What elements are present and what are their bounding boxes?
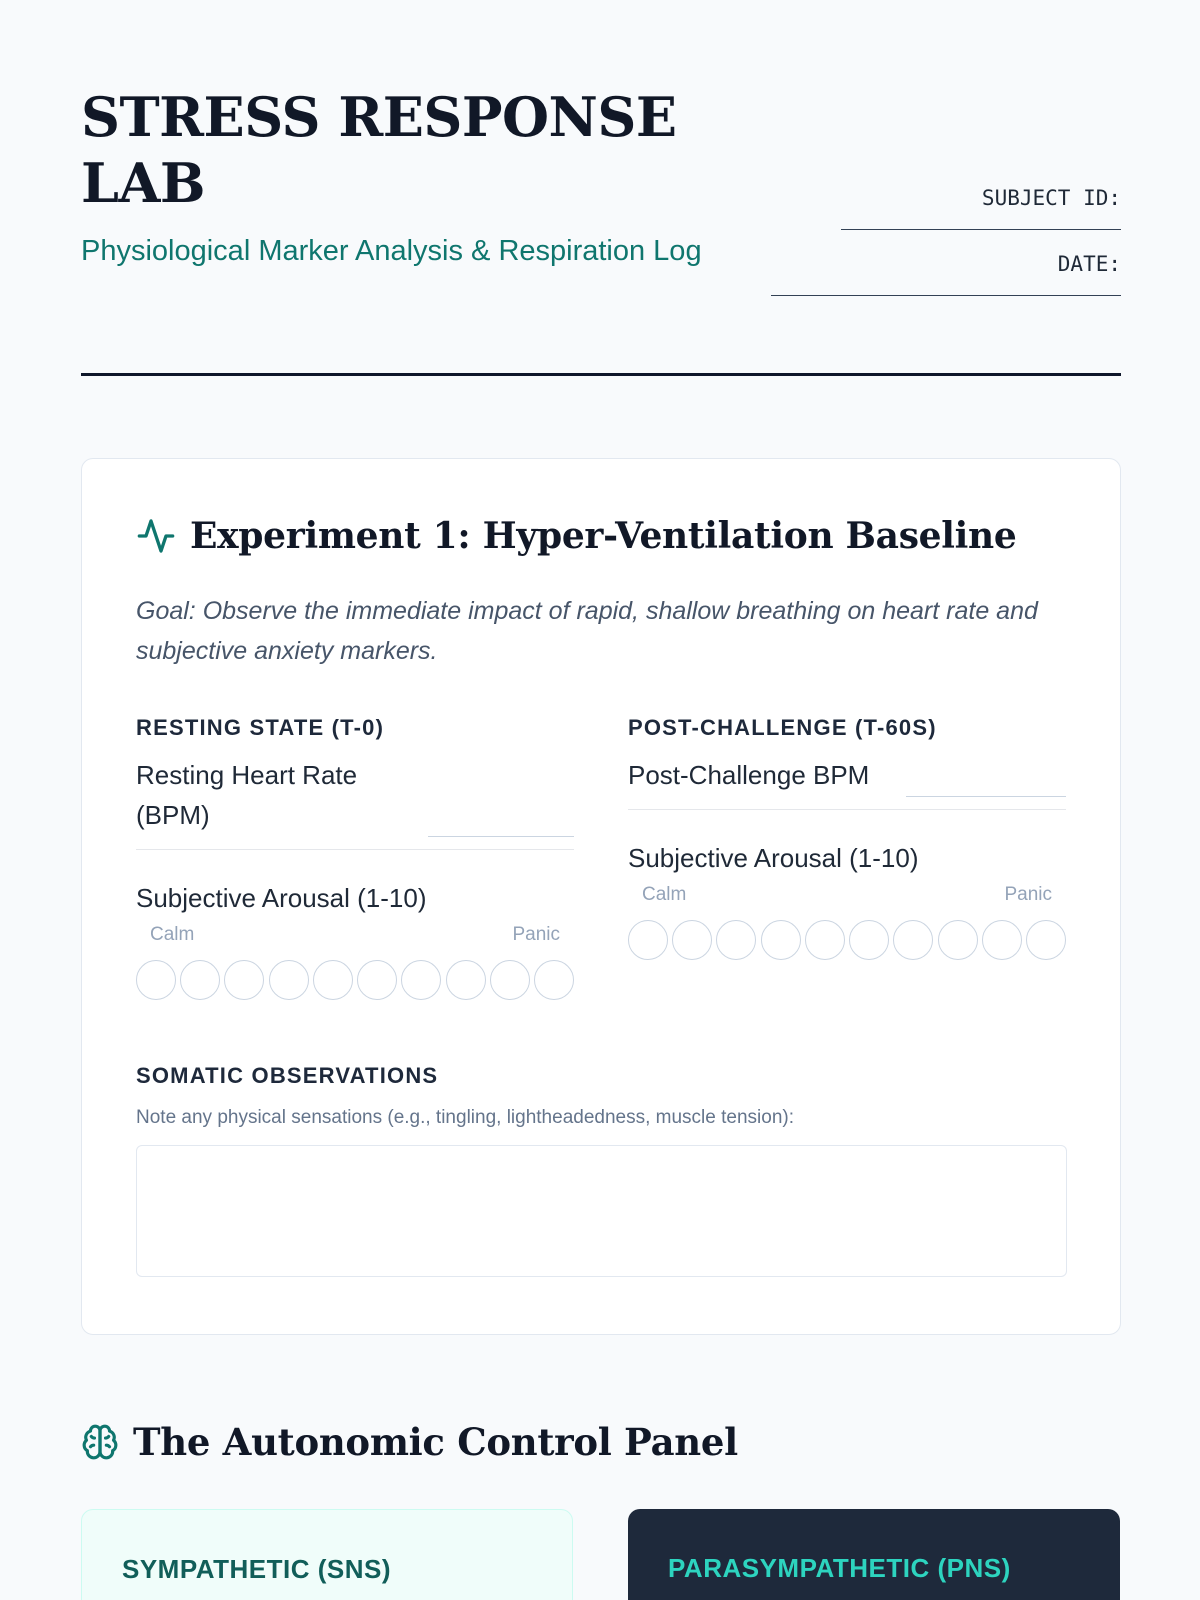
arousal-option[interactable] — [1026, 920, 1066, 960]
arousal-option[interactable] — [628, 920, 668, 960]
somatic-hint: Note any physical sensations (e.g., tingling, lightheadedness, muscle tension): — [136, 1107, 794, 1128]
post-arousal-scale — [628, 920, 1066, 960]
autonomic-heading — [81, 1420, 738, 1464]
header-divider — [81, 373, 1121, 376]
experiment-card — [81, 458, 1121, 1335]
post-bpm-row — [628, 755, 1066, 810]
arousal-option[interactable] — [534, 960, 574, 1000]
pns-panel — [628, 1509, 1120, 1600]
arousal-option[interactable] — [357, 960, 397, 1000]
resting-hr-label: Resting Heart Rate (BPM) — [136, 760, 358, 830]
experiment-title: Experiment 1: Hyper-Ventilation Baseline — [190, 515, 1017, 557]
subject-id-field[interactable] — [841, 212, 1121, 230]
sns-panel — [81, 1509, 573, 1600]
resting-arousal-label: Subjective Arousal (1-10) — [136, 883, 427, 913]
somatic-notes-textarea[interactable] — [136, 1145, 1067, 1277]
scale-low-label: Calm — [642, 884, 687, 905]
page-header — [81, 0, 1121, 377]
resting-state-heading: RESTING STATE (T-0) — [136, 715, 385, 740]
scale-high-label: Panic — [1004, 884, 1052, 905]
post-challenge-heading: POST-CHALLENGE (T-60S) — [628, 715, 937, 740]
resting-state-column — [136, 715, 574, 1000]
somatic-section — [136, 1063, 1067, 1277]
experiment-goal: Goal: Observe the immediate impact of rapid, shallow breathing on heart rate and subjective anxiety markers. — [136, 597, 1038, 665]
arousal-option[interactable] — [716, 920, 756, 960]
somatic-heading: SOMATIC OBSERVATIONS — [136, 1063, 439, 1088]
post-scale-ends — [628, 884, 1066, 912]
scale-high-label: Panic — [512, 924, 560, 945]
arousal-option[interactable] — [136, 960, 176, 1000]
arousal-option[interactable] — [938, 920, 978, 960]
page-subtitle: Physiological Marker Analysis & Respiration Log — [81, 235, 702, 267]
arousal-option[interactable] — [982, 920, 1022, 960]
resting-hr-input[interactable] — [428, 835, 574, 837]
post-bpm-input[interactable] — [906, 795, 1066, 797]
date-field[interactable] — [771, 278, 1121, 296]
arousal-option[interactable] — [805, 920, 845, 960]
arousal-option[interactable] — [269, 960, 309, 1000]
resting-scale-ends — [136, 924, 574, 952]
subject-meta — [761, 184, 1121, 316]
post-challenge-column — [628, 715, 1066, 960]
resting-hr-row — [136, 755, 574, 850]
resting-arousal-scale — [136, 960, 574, 1000]
arousal-option[interactable] — [490, 960, 530, 1000]
pns-title: PARASYMPATHETIC (PNS) — [668, 1553, 1011, 1583]
post-arousal-label: Subjective Arousal (1-10) — [628, 843, 919, 873]
activity-pulse-icon — [136, 516, 176, 556]
sns-title: SYMPATHETIC (SNS) — [122, 1554, 391, 1584]
worksheet-page — [81, 0, 1121, 1584]
brain-icon — [81, 1423, 119, 1461]
arousal-option[interactable] — [224, 960, 264, 1000]
arousal-option[interactable] — [401, 960, 441, 1000]
arousal-option[interactable] — [893, 920, 933, 960]
arousal-option[interactable] — [313, 960, 353, 1000]
arousal-option[interactable] — [672, 920, 712, 960]
arousal-option[interactable] — [761, 920, 801, 960]
arousal-option[interactable] — [446, 960, 486, 1000]
autonomic-title: The Autonomic Control Panel — [133, 1420, 738, 1464]
arousal-option[interactable] — [180, 960, 220, 1000]
scale-low-label: Calm — [150, 924, 195, 945]
subject-id-label: SUBJECT ID: — [981, 186, 1121, 210]
page-title: STRESS RESPONSE LAB — [81, 85, 677, 215]
arousal-option[interactable] — [849, 920, 889, 960]
date-label: DATE: — [1057, 252, 1121, 276]
post-bpm-label: Post-Challenge BPM — [628, 760, 870, 790]
experiment-heading — [136, 515, 1017, 557]
